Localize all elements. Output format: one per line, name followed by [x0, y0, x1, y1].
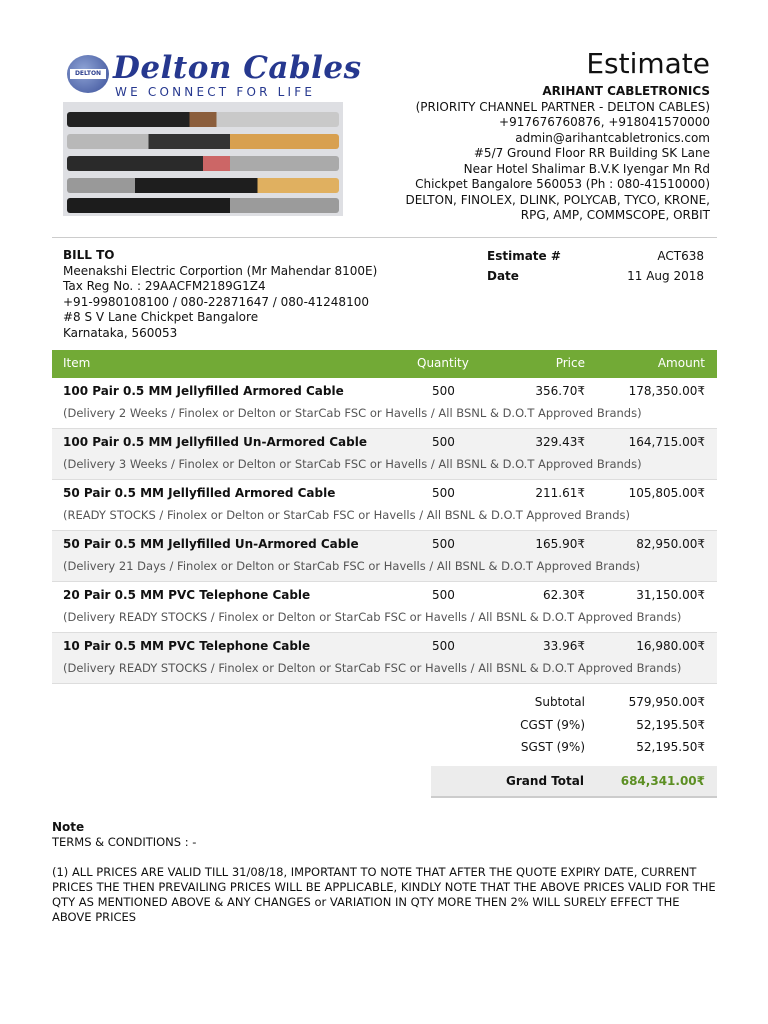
- item-name: 20 Pair 0.5 MM PVC Telephone Cable: [63, 588, 311, 602]
- logo-tagline: WE CONNECT FOR LIFE: [115, 85, 316, 99]
- bill-to-line: Meenakshi Electric Corportion (Mr Mahendar 8100E): [63, 263, 378, 278]
- sgst-value: 52,195.50₹: [636, 740, 705, 754]
- logo-brand-name: Delton Cables: [113, 50, 362, 86]
- subtotal-label: Subtotal: [534, 695, 585, 709]
- item-note: (Delivery 3 Weeks / Finolex or Delton or StarCab FSC or Havells / All BSNL & D.O.T Approved Brands): [63, 457, 642, 471]
- table-row: [52, 633, 717, 684]
- company-line: Chickpet Bangalore 560053 (Ph : 080-41510000): [415, 177, 710, 191]
- company-line: (PRIORITY CHANNEL PARTNER - DELTON CABLES): [415, 99, 710, 114]
- item-name: 100 Pair 0.5 MM Jellyfilled Armored Cable: [63, 384, 344, 398]
- item-price: 62.30₹: [543, 588, 585, 602]
- header-divider: [52, 237, 717, 238]
- item-note: (Delivery 2 Weeks / Finolex or Delton or StarCab FSC or Havells / All BSNL & D.O.T Approved Brands): [63, 406, 642, 420]
- item-note: (Delivery READY STOCKS / Finolex or Delton or StarCab FSC or Havells / All BSNL & D.O.T Approved Brands): [63, 661, 682, 675]
- item-quantity: 500: [432, 537, 455, 551]
- table-row: [52, 429, 717, 480]
- item-note: (READY STOCKS / Finolex or Delton or StarCab FSC or Havells / All BSNL & D.O.T Approved Brands): [63, 508, 630, 522]
- sgst-label: SGST (9%): [520, 740, 585, 754]
- item-amount: 164,715.00₹: [628, 435, 705, 449]
- item-quantity: 500: [432, 384, 455, 398]
- cgst-label: CGST (9%): [520, 718, 585, 732]
- subtotal-value: 579,950.00₹: [628, 695, 705, 709]
- table-header: [52, 350, 717, 378]
- bill-to-line: Karnataka, 560053: [63, 325, 178, 340]
- item-name: 10 Pair 0.5 MM PVC Telephone Cable: [63, 639, 311, 653]
- document-title: Estimate: [586, 47, 710, 80]
- cgst-value: 52,195.50₹: [636, 718, 705, 732]
- bill-to-line: #8 S V Lane Chickpet Bangalore: [63, 310, 259, 324]
- company-line: +917676760876, +918041570000: [499, 115, 710, 129]
- item-amount: 178,350.00₹: [628, 384, 705, 398]
- table-row: [52, 582, 717, 633]
- table-row: [52, 531, 717, 582]
- item-name: 50 Pair 0.5 MM Jellyfilled Un-Armored Cable: [63, 537, 359, 551]
- header-amount: Amount: [657, 356, 705, 370]
- terms-clause: (1) ALL PRICES ARE VALID TILL 31/08/18, IMPORTANT TO NOTE THAT AFTER THE QUOTE EXPIRY DATE, CURRENT PRICES THE THEN PREVAILING PRICES WILL BE APPLICABLE, KINDLY NOTE THAT THE ABOVE PRICES VALID FOR THE QTY AS MENTIONED ABOVE & ANY CHANGES or VARIATION IN QTY MORE THEN 2% WILL SURELY EFFECT THE ABOVE PRICES: [52, 865, 716, 924]
- estimate-number-value: ACT638: [657, 249, 704, 263]
- company-info: [370, 84, 710, 224]
- item-price: 211.61₹: [535, 486, 585, 500]
- company-line: DELTON, FINOLEX, DLINK, POLYCAB, TYCO, KRONE,: [405, 192, 710, 207]
- grand-total-label: Grand Total: [506, 774, 584, 788]
- estimate-number-label: Estimate #: [487, 249, 561, 263]
- header-item: Item: [63, 356, 91, 370]
- bill-to-label: BILL TO: [63, 248, 115, 262]
- logo-badge: DELTON: [70, 69, 106, 79]
- item-quantity: 500: [432, 486, 455, 500]
- header-price: Price: [555, 356, 585, 370]
- company-line: RPG, AMP, COMMSCOPE, ORBIT: [520, 208, 710, 222]
- item-note: (Delivery READY STOCKS / Finolex or Delton or StarCab FSC or Havells / All BSNL & D.O.T Approved Brands): [63, 610, 682, 624]
- date-value: 11 Aug 2018: [627, 269, 704, 283]
- company-line: #5/7 Ground Floor RR Building SK Lane: [473, 146, 710, 160]
- item-note: (Delivery 21 Days / Finolex or Delton or StarCab FSC or Havells / All BSNL & D.O.T Approved Brands): [63, 559, 641, 573]
- grand-total-row: [431, 766, 717, 798]
- item-price: 165.90₹: [535, 537, 585, 551]
- table-row: [52, 378, 717, 429]
- bill-to-line: Tax Reg No. : 29AACFM2189G1Z4: [63, 279, 266, 293]
- company-name: ARIHANT CABLETRONICS: [542, 84, 710, 98]
- item-quantity: 500: [432, 639, 455, 653]
- item-amount: 82,950.00₹: [636, 537, 705, 551]
- date-label: Date: [487, 269, 519, 283]
- terms-heading: TERMS & CONDITIONS : -: [52, 835, 197, 849]
- company-line: admin@arihantcabletronics.com: [515, 130, 710, 145]
- company-logo: [63, 52, 371, 98]
- item-amount: 31,150.00₹: [636, 588, 705, 602]
- note-heading: Note: [52, 820, 85, 834]
- item-name: 100 Pair 0.5 MM Jellyfilled Un-Armored Cable: [63, 435, 367, 449]
- item-quantity: 500: [432, 435, 455, 449]
- bill-to-block: [63, 248, 377, 341]
- item-amount: 16,980.00₹: [636, 639, 705, 653]
- table-row: [52, 480, 717, 531]
- items-table: [52, 350, 717, 684]
- bill-to-line: +91-9980108100 / 080-22871647 / 080-41248100: [63, 294, 369, 309]
- item-name: 50 Pair 0.5 MM Jellyfilled Armored Cable: [63, 486, 336, 500]
- item-amount: 105,805.00₹: [628, 486, 705, 500]
- globe-logo-icon: [67, 55, 109, 93]
- grand-total-value: 684,341.00₹: [620, 774, 705, 788]
- item-price: 356.70₹: [535, 384, 585, 398]
- cable-product-photo: [63, 102, 343, 216]
- company-line: Near Hotel Shalimar B.V.K Iyengar Mn Rd: [463, 161, 710, 176]
- item-price: 329.43₹: [535, 435, 585, 449]
- item-quantity: 500: [432, 588, 455, 602]
- terms-note: [52, 820, 717, 925]
- header-quantity: Quantity: [417, 356, 469, 370]
- item-price: 33.96₹: [543, 639, 585, 653]
